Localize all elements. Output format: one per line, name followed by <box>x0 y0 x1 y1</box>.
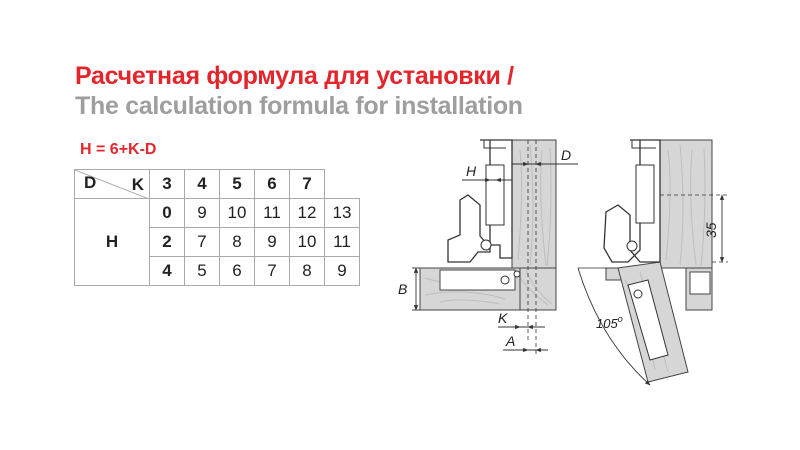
label-b: B <box>398 281 408 297</box>
closed-hinge-drawing <box>398 140 578 355</box>
title-english: The calculation formula for installation <box>75 92 523 120</box>
label-h: H <box>466 163 477 179</box>
h-cell: 7 <box>255 257 290 286</box>
h-cell: 7 <box>185 228 220 257</box>
label-k: K <box>498 310 508 326</box>
k-header: 3 <box>150 170 185 199</box>
h-cell: 9 <box>185 199 220 228</box>
h-cell: 13 <box>325 199 360 228</box>
label-a: A <box>506 333 516 349</box>
d-value: 0 <box>150 199 185 228</box>
h-cell: 9 <box>325 257 360 286</box>
h-cell: 8 <box>290 257 325 286</box>
label-d: D <box>561 147 572 163</box>
angle-label: 105$^o$ <box>596 314 623 331</box>
k-header: 6 <box>255 170 290 199</box>
corner-d-label: D <box>84 173 97 192</box>
hinge-arm <box>448 140 512 262</box>
dimension-b <box>398 268 420 310</box>
k-header: 4 <box>185 170 220 199</box>
d-value: 2 <box>150 228 185 257</box>
label-35: 35 <box>703 222 719 238</box>
h-cell: 9 <box>255 228 290 257</box>
d-value: 4 <box>150 257 185 286</box>
open-hinge-drawing <box>578 140 728 385</box>
formula: H = 6+K-D <box>80 141 157 158</box>
dimension-a <box>503 333 548 350</box>
hinge-arm <box>604 140 660 262</box>
dimension-k <box>498 310 545 327</box>
corner-k-label: K <box>131 175 144 194</box>
k-header: 5 <box>220 170 255 199</box>
h-cell: 12 <box>290 199 325 228</box>
h-cell: 10 <box>220 199 255 228</box>
h-cell: 10 <box>290 228 325 257</box>
h-cell: 8 <box>220 228 255 257</box>
k-header: 7 <box>290 170 325 199</box>
h-cell: 11 <box>325 228 360 257</box>
h-cell: 11 <box>255 199 290 228</box>
h-cell: 5 <box>185 257 220 286</box>
h-row-label: H <box>75 199 150 286</box>
title-russian: Расчетная формула для установки / <box>75 62 514 90</box>
open-door-panel <box>618 262 688 382</box>
h-cell: 6 <box>220 257 255 286</box>
door-panel <box>420 268 520 310</box>
